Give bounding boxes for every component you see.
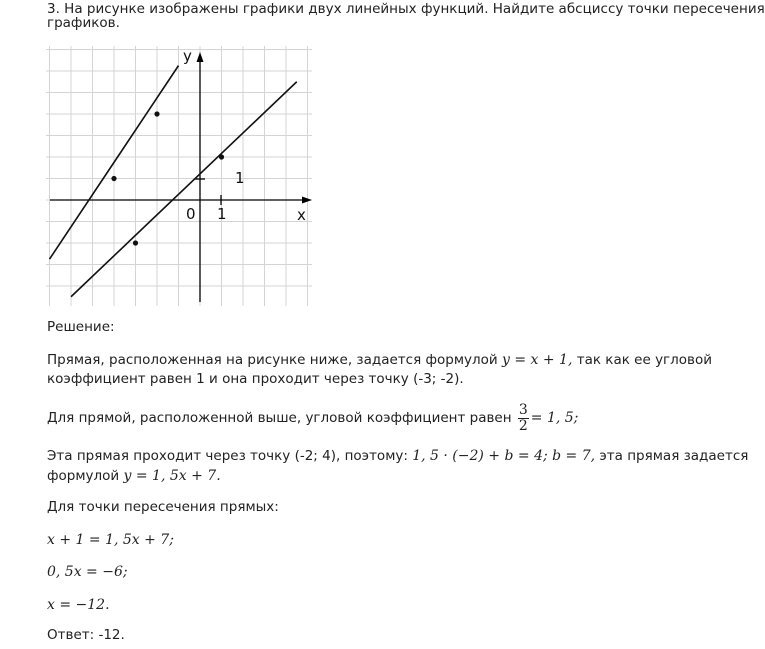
p1-text-end: так как ее угловой	[572, 352, 713, 368]
solution-paragraph-4: Для точки пересечения прямых:	[47, 499, 279, 515]
p2-text: Для прямой, расположенной выше, угловой коэффициент равен	[47, 410, 516, 426]
task-statement: 3. На рисунке изображены графики двух линейных функций. Найдите абсциссу точки пересечения	[47, 1, 765, 17]
p3-formula: 1, 5 · (−2) + b = 4; b = 7,	[412, 448, 596, 464]
fraction-numerator: 3	[518, 401, 528, 418]
x-axis-label: x	[297, 206, 306, 224]
solution-paragraph-3	[47, 447, 748, 466]
y-axis-label: y	[183, 47, 192, 65]
function-graph	[40, 42, 320, 312]
p3-text: Эта прямая проходит через точку (-2; 4), поэтому:	[47, 448, 413, 464]
answer: Ответ: -12.	[47, 627, 125, 643]
fraction-denominator: 2	[518, 417, 528, 434]
x-unit-label: 1	[217, 205, 227, 223]
p3-line2-text: формулой	[47, 468, 124, 484]
solution-heading: Решение:	[47, 319, 115, 335]
task-statement-continued: графиков.	[47, 15, 120, 31]
p2-formula: = 1, 5;	[530, 410, 579, 426]
grid	[46, 46, 312, 306]
marked-point	[133, 240, 138, 245]
p3-line2-formula: y = 1, 5x + 7.	[123, 468, 221, 484]
solution-paragraph-3-continued	[47, 467, 221, 486]
marked-point	[219, 154, 224, 159]
p1-formula: y = x + 1,	[501, 352, 573, 368]
origin-label: 0	[186, 205, 196, 223]
equation-3: x = −12.	[47, 597, 110, 613]
solution-paragraph-2	[47, 399, 578, 437]
function-lines	[50, 66, 297, 297]
p1-text: Прямая, расположенная на рисунке ниже, задается формулой	[47, 352, 502, 368]
slope-fraction	[518, 403, 529, 434]
marked-point	[154, 111, 159, 116]
equation-2: 0, 5x = −6;	[47, 564, 128, 580]
solution-paragraph-1-continued: коэффициент равен 1 и она проходит через точку (-3; -2).	[47, 371, 464, 387]
solution-paragraph-1	[47, 351, 712, 370]
p3-text-end: эта прямая задается	[595, 448, 749, 464]
y-axis-arrow	[197, 52, 204, 62]
equation-1: x + 1 = 1, 5x + 7;	[47, 532, 174, 548]
marked-point	[111, 176, 116, 181]
y-unit-label: 1	[235, 169, 245, 187]
